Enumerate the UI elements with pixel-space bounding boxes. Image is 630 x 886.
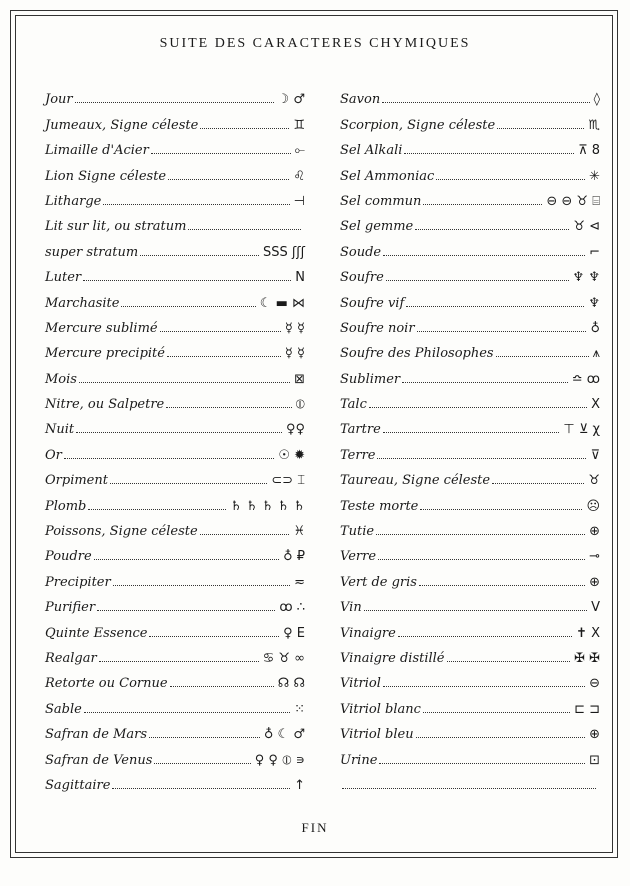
- dotted-leader: [110, 483, 267, 484]
- entry-label: Poudre: [45, 549, 92, 565]
- dotted-leader: [200, 534, 290, 535]
- dotted-leader: [168, 179, 289, 180]
- entry-label: Verre: [340, 549, 377, 565]
- alchemical-symbol-icon: ✠ ✠: [574, 650, 600, 666]
- entry-label: Safran de Mars: [45, 727, 148, 743]
- right-column: [340, 82, 600, 793]
- dotted-leader: [386, 280, 569, 281]
- entry-label: Terre: [340, 447, 376, 463]
- alchemical-symbol-icon: ♌: [293, 168, 305, 184]
- entry-label: Safran de Venus: [45, 752, 153, 768]
- glossary-entry: [340, 133, 600, 158]
- alchemical-symbol-icon: ♏: [588, 117, 600, 133]
- alchemical-symbol-icon: ♆ ♆: [572, 270, 600, 286]
- entry-label: Jumeaux, Signe céleste: [45, 117, 199, 133]
- alchemical-symbol-icon: ♀ ♀ ⦶ ∍: [254, 752, 305, 768]
- entry-label: Poissons, Signe céleste: [45, 524, 198, 540]
- alchemical-symbol-icon: ☾ ▬ ⋈: [259, 295, 305, 311]
- alchemical-symbol-icon: ⊤ ⊻ χ: [563, 422, 600, 438]
- alchemical-symbol-icon: ♊: [293, 117, 305, 133]
- glossary-entry: [45, 768, 305, 793]
- dotted-leader: [88, 509, 226, 510]
- entry-label: Sel commun: [340, 193, 422, 209]
- glossary-entry: [45, 158, 305, 183]
- alchemical-symbol-icon: ♁ ₽: [283, 549, 305, 565]
- glossary-entry: [45, 387, 305, 412]
- alchemical-symbol-icon: ≂: [294, 574, 305, 590]
- dotted-leader: [140, 255, 259, 256]
- entry-label: Soufre noir: [340, 320, 415, 336]
- dotted-leader: [149, 636, 279, 637]
- glossary-entry: [340, 717, 600, 742]
- glossary-entry: [45, 641, 305, 666]
- alchemical-symbol-icon: ♁: [590, 320, 600, 336]
- glossary-entry: [45, 209, 305, 234]
- alchemical-symbol-icon: ⊣: [293, 193, 305, 209]
- alchemical-symbol-icon: ☿ ☿: [284, 346, 305, 362]
- alchemical-symbol-icon: N: [295, 270, 305, 286]
- glossary-entry: [340, 437, 600, 462]
- alchemical-symbol-icon: ♓: [293, 524, 305, 540]
- dotted-leader: [402, 382, 568, 383]
- entry-label: Sagittaire: [45, 777, 111, 793]
- glossary-entry: [340, 615, 600, 640]
- entry-label: Mercure sublimé: [45, 320, 158, 336]
- glossary-entry: [45, 336, 305, 361]
- dotted-leader: [151, 153, 291, 154]
- glossary-entry: [340, 361, 600, 386]
- glossary-entry: [340, 590, 600, 615]
- alchemical-symbol-icon: ⟜: [294, 143, 305, 159]
- alchemical-symbol-icon: ✳: [589, 168, 600, 184]
- dotted-leader: [342, 788, 596, 789]
- glossary-entry: [340, 539, 600, 564]
- alchemical-symbol-icon: ⌐: [589, 244, 600, 260]
- glossary-entry: [340, 82, 600, 107]
- dotted-leader: [149, 737, 260, 738]
- alchemical-symbol-icon: ⊕: [589, 727, 600, 743]
- entry-label: Tutie: [340, 524, 375, 540]
- entry-label: Or: [45, 447, 62, 463]
- dotted-leader: [200, 128, 289, 129]
- glossary-entry: [340, 768, 600, 793]
- glossary-entry: [340, 209, 600, 234]
- entry-label: Vinaigre distillé: [340, 650, 445, 666]
- glossary-entry: [340, 336, 600, 361]
- alchemical-symbol-icon: ♄ ♄ ♄ ♄ ♄: [230, 498, 305, 514]
- dotted-leader: [188, 229, 301, 230]
- dotted-leader: [417, 331, 587, 332]
- glossary-entry: [340, 107, 600, 132]
- glossary-entry: [340, 514, 600, 539]
- entry-label: Soufre des Philosophes: [340, 346, 494, 362]
- alchemical-symbol-icon: SSS ʃʃʃ: [263, 244, 305, 260]
- dotted-leader: [166, 407, 291, 408]
- dotted-leader: [84, 712, 290, 713]
- alchemical-symbol-icon: ☽ ♂: [277, 92, 305, 108]
- alchemical-symbol-icon: ♆: [588, 295, 600, 311]
- glossary-entry: [340, 742, 600, 767]
- entry-label: Plomb: [45, 498, 87, 514]
- alchemical-symbol-icon: ♀ E: [283, 625, 305, 641]
- alchemical-symbol-icon: ☊ ☊: [277, 676, 305, 692]
- dotted-leader: [379, 763, 585, 764]
- glossary-entry: [340, 488, 600, 513]
- entry-label: Soufre vif: [340, 295, 405, 311]
- entry-label: Purifier: [45, 600, 96, 616]
- dotted-leader: [75, 102, 274, 103]
- dotted-leader: [97, 610, 275, 611]
- dotted-leader: [383, 432, 560, 433]
- entry-label: Nuit: [45, 422, 75, 438]
- alchemical-symbol-icon: ☿ ☿: [284, 320, 305, 336]
- glossary-entry: [45, 742, 305, 767]
- dotted-leader: [382, 102, 589, 103]
- glossary-entry: [45, 590, 305, 615]
- left-column: [45, 82, 305, 793]
- dotted-leader: [83, 280, 291, 281]
- glossary-entry: [45, 717, 305, 742]
- entry-label: Sel Alkali: [340, 143, 403, 159]
- dotted-leader: [376, 534, 585, 535]
- dotted-leader: [79, 382, 290, 383]
- dotted-leader: [378, 559, 585, 560]
- entry-label: Teste morte: [340, 498, 419, 514]
- alchemical-symbol-icon: ⊸: [589, 549, 600, 565]
- glossary-entry: [340, 158, 600, 183]
- entry-label: Tartre: [340, 422, 381, 438]
- alchemical-symbol-icon: ↑: [294, 777, 305, 793]
- alchemical-symbol-icon: ≏ ꝏ: [571, 371, 600, 387]
- alchemical-symbol-icon: ⊖: [589, 676, 600, 692]
- glossary-entry: [340, 311, 600, 336]
- dotted-leader: [419, 585, 585, 586]
- dotted-leader: [364, 610, 587, 611]
- alchemical-symbol-icon: ⦶: [295, 397, 305, 413]
- entry-label: Vinaigre: [340, 625, 396, 641]
- entry-label: Vitriol: [340, 676, 381, 692]
- glossary-entry: [340, 285, 600, 310]
- dotted-leader: [497, 128, 584, 129]
- dotted-leader: [416, 737, 586, 738]
- alchemical-symbol-icon: ⊏ ⊐: [574, 701, 600, 717]
- alchemical-symbol-icon: ☉ ✹: [278, 447, 305, 463]
- entry-label: Sel gemme: [340, 219, 414, 235]
- dotted-leader: [436, 179, 585, 180]
- entry-label: Sublimer: [340, 371, 401, 387]
- entry-label: Nitre, ou Salpetre: [45, 397, 165, 413]
- dotted-leader: [64, 458, 274, 459]
- glossary-entry: [340, 666, 600, 691]
- dotted-leader: [154, 763, 250, 764]
- glossary-entry: [45, 234, 305, 259]
- alchemical-symbol-icon: ⊽: [590, 447, 600, 463]
- entry-label: Scorpion, Signe céleste: [340, 117, 496, 133]
- dotted-leader: [103, 204, 289, 205]
- alchemical-symbol-icon: ⩚: [592, 346, 600, 362]
- alchemical-symbol-icon: ⊕: [589, 574, 600, 590]
- dotted-leader: [492, 483, 584, 484]
- entry-label: Soufre: [340, 270, 384, 286]
- glossary-entry: [340, 234, 600, 259]
- alchemical-symbol-icon: ◊: [593, 92, 600, 108]
- entry-label: super stratum: [45, 244, 139, 260]
- entry-label: Soude: [340, 244, 382, 260]
- entry-label: Sel Ammoniac: [340, 168, 435, 184]
- entry-label: Quinte Essence: [45, 625, 148, 641]
- glossary-entry: [45, 311, 305, 336]
- alchemical-symbol-icon: ♀♀: [285, 422, 305, 438]
- dotted-leader: [369, 407, 587, 408]
- dotted-leader: [423, 204, 542, 205]
- dotted-leader: [420, 509, 582, 510]
- glossary-entry: [45, 285, 305, 310]
- dotted-leader: [377, 458, 586, 459]
- dotted-leader: [423, 712, 570, 713]
- alchemical-symbol-icon: ⊠: [294, 371, 305, 387]
- glossary-entry: [45, 412, 305, 437]
- glossary-entry: [340, 184, 600, 209]
- glossary-entry: [45, 260, 305, 285]
- glossary-entry: [340, 564, 600, 589]
- dotted-leader: [112, 788, 290, 789]
- dotted-leader: [170, 686, 274, 687]
- glossary-entry: [45, 463, 305, 488]
- entry-label: Marchasite: [45, 295, 120, 311]
- glossary-entry: [45, 488, 305, 513]
- glossary-entry: [45, 107, 305, 132]
- glossary-entry: [340, 412, 600, 437]
- dotted-leader: [447, 661, 571, 662]
- entry-label: Jour: [45, 92, 73, 108]
- entry-label: Litharge: [45, 193, 102, 209]
- entry-label: Vitriol blanc: [340, 701, 421, 717]
- alchemical-symbol-icon: ⊕: [589, 524, 600, 540]
- entry-label: Talc: [340, 397, 367, 413]
- dotted-leader: [404, 153, 574, 154]
- alchemical-symbol-icon: ⊼ 8: [578, 143, 600, 159]
- page-footer: FIN: [301, 820, 329, 835]
- alchemical-symbol-icon: ✝ X: [576, 625, 600, 641]
- entry-label: Savon: [340, 92, 381, 108]
- entry-label: Vitriol bleu: [340, 727, 414, 743]
- entry-label: Precipiter: [45, 574, 111, 590]
- dotted-leader: [496, 356, 589, 357]
- entry-label: Lion Signe céleste: [45, 168, 167, 184]
- dotted-leader: [99, 661, 259, 662]
- alchemical-symbol-icon: X: [591, 397, 600, 413]
- glossary-entry: [45, 691, 305, 716]
- dotted-leader: [167, 356, 281, 357]
- entry-label: Vin: [340, 600, 362, 616]
- dotted-leader: [415, 229, 569, 230]
- glossary-entry: [45, 615, 305, 640]
- entry-label: Taureau, Signe céleste: [340, 473, 491, 489]
- alchemical-symbol-icon: V: [591, 600, 600, 616]
- alchemical-symbol-icon: ♁ ☾ ♂: [263, 727, 305, 743]
- dotted-leader: [406, 306, 584, 307]
- glossary-entry: [45, 437, 305, 462]
- glossary-entry: [340, 387, 600, 412]
- glossary-entry: [45, 514, 305, 539]
- dotted-leader: [113, 585, 290, 586]
- alchemical-symbol-icon: ☹: [586, 498, 600, 514]
- alchemical-symbol-icon: ⊡: [589, 752, 600, 768]
- glossary-entry: [45, 133, 305, 158]
- alchemical-symbol-icon: ⁙: [294, 701, 305, 717]
- entry-label: Mois: [45, 371, 77, 387]
- entry-label: Luter: [45, 270, 82, 286]
- alchemical-symbol-icon: ⊖ ⊖ ♉ ⌸: [546, 193, 600, 209]
- glossary-entry: [340, 641, 600, 666]
- glossary-entry: [45, 539, 305, 564]
- page-title: SUITE DES CARACTERES CHYMIQUES: [159, 36, 471, 51]
- entry-label: Retorte ou Cornue: [45, 676, 168, 692]
- alchemical-symbol-icon: ♉ ⊲: [573, 219, 600, 235]
- glossary-entry: [340, 463, 600, 488]
- entry-label: Realgar: [45, 650, 97, 666]
- dotted-leader: [383, 255, 585, 256]
- entry-label: Vert de gris: [340, 574, 417, 590]
- entry-label: Urine: [340, 752, 378, 768]
- glossary-entry: [45, 361, 305, 386]
- glossary-entry: [45, 184, 305, 209]
- dotted-leader: [121, 306, 255, 307]
- dotted-leader: [76, 432, 282, 433]
- alchemical-symbol-icon: ♋ ♉ ∞: [262, 650, 305, 666]
- alchemical-symbol-icon: ⊂⊃ ⌶: [271, 473, 305, 489]
- entry-label: Sable: [45, 701, 82, 717]
- entry-label: Mercure precipité: [45, 346, 165, 362]
- glossary-entry: [45, 564, 305, 589]
- dotted-leader: [94, 559, 279, 560]
- alchemical-symbol-icon: ♉: [588, 473, 600, 489]
- glossary-entry: [340, 691, 600, 716]
- dotted-leader: [383, 686, 585, 687]
- glossary-entry: [340, 260, 600, 285]
- entry-label: Lit sur lit, ou stratum: [45, 219, 187, 235]
- alchemical-symbol-icon: ꝏ ∴: [279, 600, 305, 616]
- glossary-entry: [45, 82, 305, 107]
- dotted-leader: [398, 636, 572, 637]
- entry-label: Limaille d'Acier: [45, 143, 149, 159]
- glossary-entry: [45, 666, 305, 691]
- dotted-leader: [160, 331, 281, 332]
- entry-label: Orpiment: [45, 473, 108, 489]
